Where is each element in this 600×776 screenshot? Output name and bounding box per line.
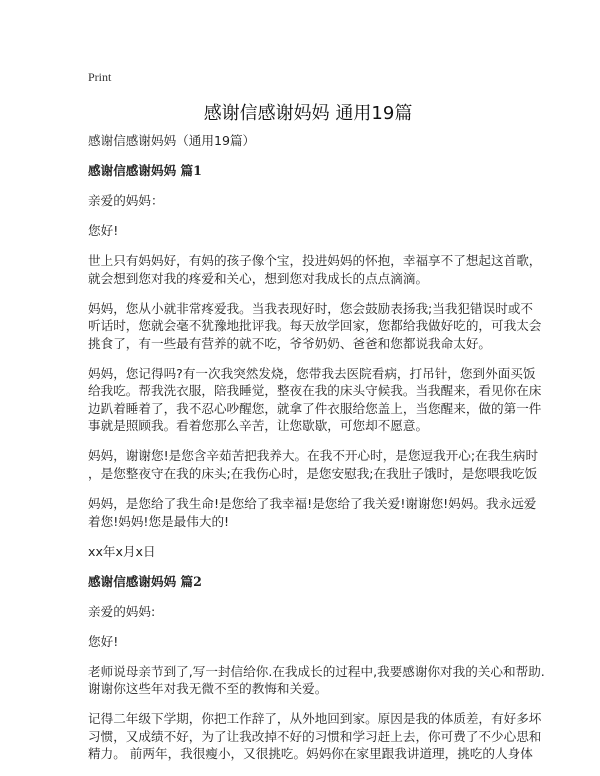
text-line: 精力。 前两年，我很瘦小，又很挑吃。妈妈你在家里跟我讲道理，挑吃的人身体 xyxy=(88,746,533,762)
text-line: 妈妈，您从小就非常疼爱我。当我表现好时，您会鼓励表扬我;当我犯错误时或不 xyxy=(88,300,534,316)
paragraph xyxy=(88,192,528,210)
document-body xyxy=(88,132,545,775)
text-line: 妈妈，谢谢您!是您含辛茹苦把我养大。在我不开心时，是您逗我开心;在我生病时 xyxy=(88,448,539,464)
print-link[interactable]: Print xyxy=(88,70,112,84)
text-line: 世上只有妈妈好，有妈的孩子像个宝，投进妈妈的怀抱，幸福享不了想起这首歌， xyxy=(88,252,542,268)
text-line: 听话时，您就会毫不犹豫地批评我。每天放学回家，您都给我做好吃的，可我太会 xyxy=(88,318,542,334)
text-line: xx年x月x日 xyxy=(88,543,156,559)
text-line: 就会想到您对我的疼爱和关心，想到您对我成长的点点滴滴。 xyxy=(88,270,429,286)
text-line: 妈妈，是您给了我生命!是您给了我幸福!是您给了我关爱!谢谢您!妈妈。我永远爱 xyxy=(88,496,537,512)
text-line: 事就是照顾我。看着您那么辛苦，让您歇歇，可您却不愿意。 xyxy=(88,418,429,434)
paragraph xyxy=(88,222,528,240)
text-line: 亲爱的妈妈： xyxy=(88,192,164,208)
text-line: 边趴着睡着了，我不忍心吵醒您，就拿了件衣服给您盖上，当您醒来，做的第一件 xyxy=(88,400,542,416)
section-heading: 感谢信感谢妈妈 篇2 xyxy=(88,573,202,589)
paragraph xyxy=(88,633,528,651)
paragraph xyxy=(88,543,528,561)
paragraph xyxy=(88,252,542,287)
paragraph xyxy=(88,603,528,621)
text-line: 着您!妈妈!您是最伟大的! xyxy=(88,513,230,529)
text-line: 习惯，又成绩不好，为了让我改掉不好的习惯和学习赶上去，你可费了不少心思和 xyxy=(88,728,542,744)
section-heading: 感谢信感谢妈妈 篇1 xyxy=(88,162,202,178)
text-line: 挑食了，有一些最有营养的就不吃，爷爷奶奶、爸爸和您都说我命太好。 xyxy=(88,335,491,351)
text-line: 老师说母亲节到了,写一封信给你.在我成长的过程中,我要感谢你对我的关心和帮助. xyxy=(88,663,545,679)
document-title: 感谢信感谢妈妈 通用19篇 xyxy=(203,103,413,124)
text-line: 记得二年级下学期，你把工作辞了，从外地回到家。原因是我的体质差，有好多坏 xyxy=(88,711,542,727)
text-line: 妈妈，您记得吗?有一次我突然发烧，您带我去医院看病，打吊针，您到外面买饭 xyxy=(88,365,536,381)
text-line: 给我吃。帮我洗衣服，陪我睡觉，整夜在我的床头守候我。当我醒来，看见你在床 xyxy=(88,383,542,399)
text-line: 谢谢你这些年对我无微不至的教悔和关爱。 xyxy=(88,681,328,697)
paragraph xyxy=(88,300,542,353)
paragraph xyxy=(88,710,542,763)
paragraph xyxy=(88,495,537,530)
text-line: 亲爱的妈妈: xyxy=(88,603,156,619)
paragraph xyxy=(88,447,539,482)
text-line: 您好! xyxy=(88,633,119,649)
document-subtitle: 感谢信感谢妈妈（通用19篇） xyxy=(88,133,256,148)
text-line: ，是您整夜守在我的床头;在我伤心时，是您安慰我;在我肚子饿时，是您喂我吃饭 xyxy=(88,466,538,482)
text-line: 您好! xyxy=(88,222,119,238)
paragraph xyxy=(88,365,542,435)
paragraph xyxy=(88,663,545,698)
